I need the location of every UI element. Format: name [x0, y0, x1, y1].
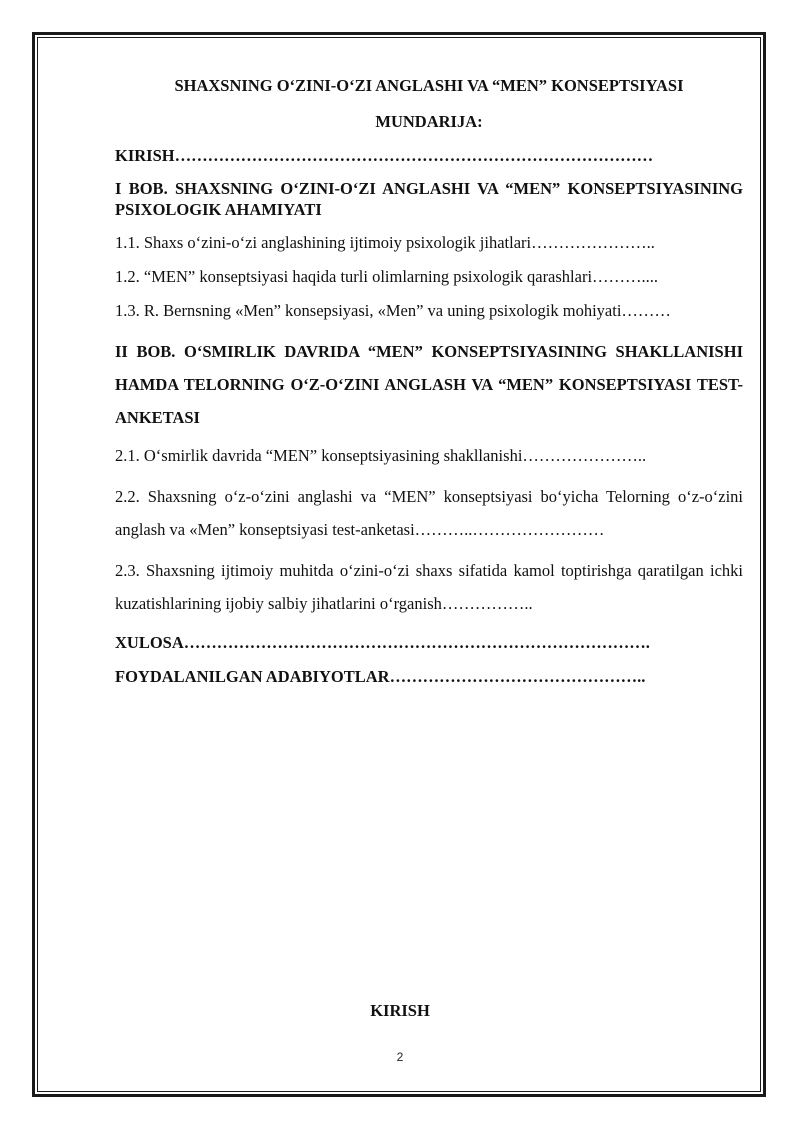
toc-item-1-2: 1.2. “MEN” konseptsiyasi haqida turli olimlarning psixologik qarashlari……….... [115, 267, 659, 286]
toc-intro: KIRISH…………………………………………………………………………… [115, 146, 654, 165]
document-body [115, 70, 743, 687]
toc-conclusion: XULOSA…………………………………………………………………………. [115, 633, 650, 652]
chapter-1-heading: I BOB. SHAXSNING O‘ZINI-O‘ZI ANGLASHI VA “MEN” KONSEPTSIYASINING PSIXOLOGIK AHAMIYATI [115, 179, 743, 219]
contents-heading: MUNDARIJA: [375, 112, 483, 131]
toc-references: FOYDALANILGAN ADABIYOTLAR……………………………………….. [115, 667, 646, 686]
toc-item-2-1: 2.1. O‘smirlik davrida “MEN” konseptsiyasining shakllanishi………………….. [115, 446, 647, 465]
toc-item-2-3: 2.3. Shaxsning ijtimoiy muhitda o‘zini-o‘zi shaxs sifatida kamol toptirishga qaratilgan ichki kuzatishlarining ijobiy salbiy jihatlarini o‘rganish…………….. [115, 561, 743, 613]
toc-item-1-1: 1.1. Shaxs o‘zini-o‘zi anglashining ijtimoiy psixologik jihatlari………………….. [115, 233, 655, 252]
section-heading-kirish: KIRISH [370, 1001, 430, 1020]
page-number: 2 [396, 1050, 404, 1064]
toc-item-2-2: 2.2. Shaxsning o‘z-o‘zini anglashi va “MEN” konseptsiyasi bo‘yicha Telorning o‘z-o‘zini anglash va «Men” konseptsiyasi test-anketasi………..…………………… [115, 487, 743, 539]
chapter-2-heading: II BOB. O‘SMIRLIK DAVRIDA “MEN” KONSEPTSIYASINING SHAKLLANISHI HAMDA TELORNING O‘Z-O‘ZINI ANGLASH VA “MEN” KONSEPTSIYASI TEST-ANKETASI [115, 342, 743, 427]
document-title: SHAXSNING O‘ZINI-O‘ZI ANGLASHI VA “MEN” KONSEPTSIYASI [174, 76, 684, 95]
toc-item-1-3: 1.3. R. Bernsning «Men” konsepsiyasi, «Men” va uning psixologik mohiyati……… [115, 301, 671, 320]
